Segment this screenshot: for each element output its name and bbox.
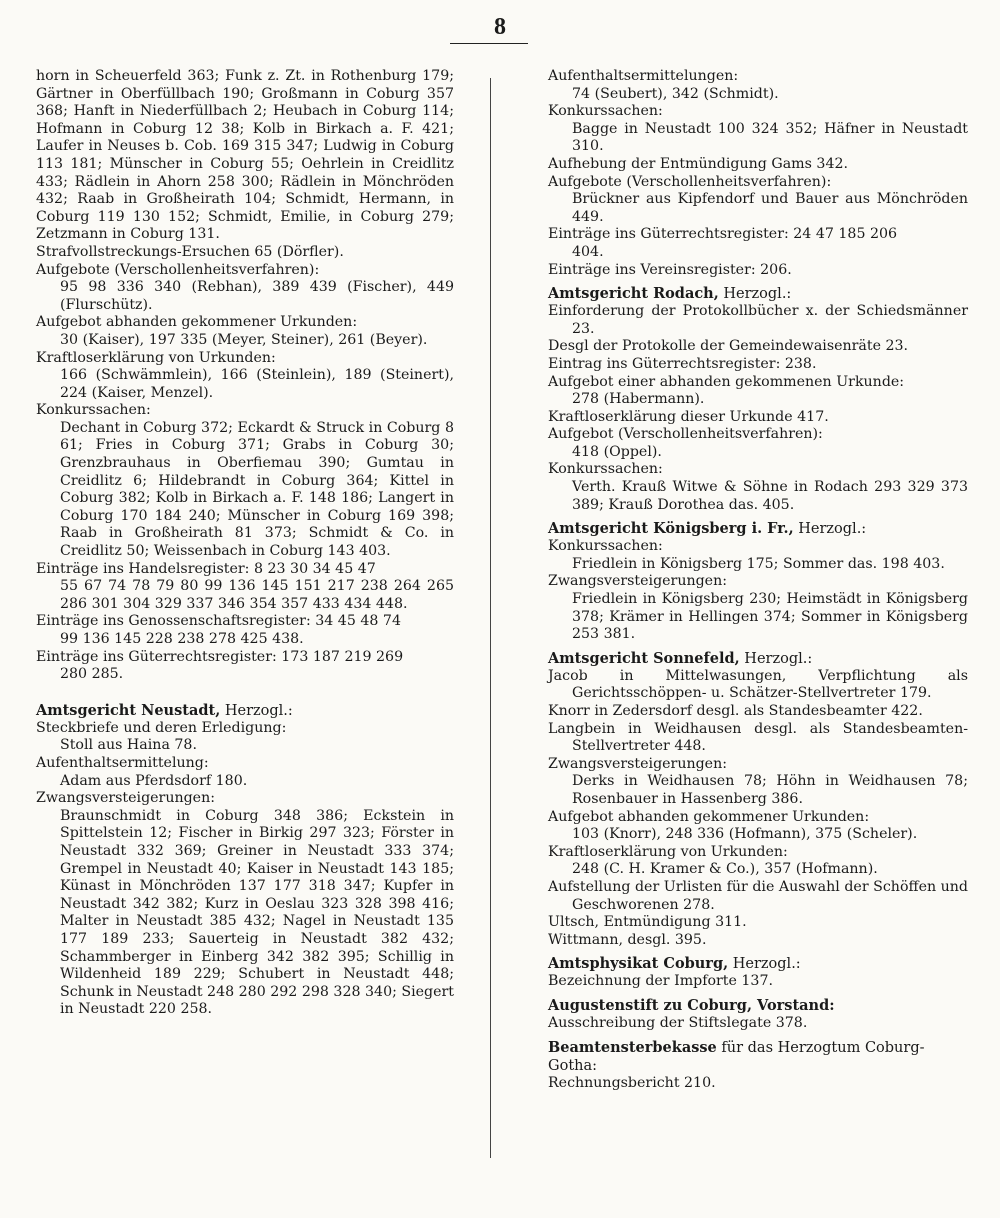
section-heading-aufenthaltsermittelungen: Aufenthaltsermittelungen:	[548, 68, 739, 84]
section-body-aufgebot-sonnefeld: 103 (Knorr), 248 336 (Hofmann), 375 (Scheler).	[572, 826, 918, 843]
entry-langbein: Langbein in Weidhausen desgl. als Standesbeamten-Stellvertreter 448.	[548, 720, 968, 755]
court-name: Amtsgericht Sonnefeld,	[548, 649, 740, 667]
section-body-zwangsversteigerungen: Braunschmidt in Coburg 348 386; Eckstein in Spittelstein 12; Fischer in Birkig 297 323; Förster in Neustadt 332 369; Greiner in Neustadt 333 374; Grempel in Neustadt 40; Kaiser in Neustadt 143 185; Künast in Mönchröden 137 177 318 347; Kupfer in Neustadt 342 382; Kurz in Oeslau 323 328 398 416; Malter in Neustadt 385 432; Nagel in Neustadt 135 177 189 233; Sauerteig in Neustadt 382 432; Schammberger in Einberg 342 382 395; Schillig in Wildenheid 189 229; Schubert in Neustadt 448; Schunk in Neustadt 248 280 292 298 328 340; Siegert in Neustadt 220 258.	[60, 807, 454, 1018]
section-body-aufenthaltsermittelung: Adam aus Pferdsdorf 180.	[60, 772, 248, 789]
section-body-aufgebot-urkunden: 30 (Kaiser), 197 335 (Meyer, Steiner), 261 (Beyer).	[60, 331, 428, 348]
section-heading-genossenschaftsregister: Einträge ins Genossenschaftsregister: 34 45 48 74	[36, 613, 401, 630]
section-heading-konkurssachen: Konkurssachen:	[36, 402, 151, 419]
section-body-zwangsversteigerungen-sonnefeld: Derks in Weidhausen 78; Höhn in Weidhausen 78; Rosenbauer in Hassenberg 386.	[572, 773, 968, 807]
section-heading-aufgebot-urkunde: Aufgebot einer abhanden gekommenen Urkunde:	[548, 373, 905, 390]
section-heading-konkurssachen-koenigsberg: Konkurssachen:	[548, 538, 663, 555]
section-heading-aufgebot-urkunden: Aufgebot abhanden gekommener Urkunden:	[36, 314, 358, 331]
entry-ultsch: Ultsch, Entmündigung 311.	[548, 914, 747, 931]
section-body-kraftloserklaerung-sonnefeld: 248 (C. H. Kramer & Co.), 357 (Hofmann).	[572, 861, 878, 878]
page-number: 8	[494, 14, 506, 40]
court-name: Amtsgericht Königsberg i. Fr.,	[548, 520, 794, 538]
section-body-konkurssachen-koenigsberg: Friedlein in Königsberg 175; Sommer das. 198 403.	[572, 555, 945, 572]
court-heading-augustenstift: Augustenstift zu Coburg, Vorstand:	[548, 996, 835, 1014]
section-body-konkurssachen-rodach: Verth. Krauß Witwe & Söhne in Rodach 293 329 373 389; Krauß Dorothea das. 405.	[572, 479, 968, 513]
section-body-aufgebot-urkunde: 278 (Habermann).	[572, 391, 705, 408]
section-heading-kraftloserklaerung-sonnefeld: Kraftloserklärung von Urkunden:	[548, 843, 788, 860]
entry-impforte: Bezeichnung der Impforte 137.	[548, 973, 773, 990]
section-body-gueterrechtsregister: 280 285.	[60, 666, 124, 683]
entry-protokolle: Desgl der Protokolle der Gemeindewaisenräte 23.	[548, 338, 909, 355]
section-body-konkurssachen: Dechant in Coburg 372; Eckardt & Struck in Coburg 8 61; Fries in Coburg 371; Grabs in Coburg 30; Grenzbrauhaus in Oberfiemau 390; Gumtau in Creidlitz 6; Hildebrandt in Coburg 364; Kittel in Coburg 382; Kolb in Birkach a. F. 148 186; Langert in Coburg 170 184 240; Münscher in Coburg 169 398; Raab in Großheirath 81 373; Schmidt & Co. in Creidlitz 50; Weissenbach in Coburg 143 403.	[60, 419, 454, 560]
court-heading-sonnefeld	[548, 650, 968, 668]
section-strafvollstreckung: Strafvollstreckungs-Ersuchen 65 (Dörfler).	[36, 243, 344, 260]
court-heading-koenigsberg	[548, 520, 968, 538]
section-heading-konkurssachen: Konkurssachen:	[548, 103, 663, 120]
entry-gueterrechtsregister: Eintrag ins Güterrechtsregister: 238.	[548, 355, 817, 372]
entry-wittmann: Wittmann, desgl. 395.	[548, 931, 707, 948]
section-body-gueterrechtsregister: 404.	[572, 243, 604, 260]
continued-entry: horn in Scheuerfeld 363; Funk z. Zt. in Rothenburg 179; Gärtner in Oberfüllbach 190; Großmann in Coburg 357 368; Hanft in Niederfüllbach 2; Heubach in Coburg 114; Hofmann in Coburg 12 38; Kolb in Birkach a. F. 421; Laufer in Neuses b. Cob. 169 315 347; Ludwig in Coburg 113 181; Münscher in Coburg 55; Oehrlein in Creidlitz 433; Rädlein in Ahorn 258 300; Rädlein in Mönchröden 432; Raab in Großheirath 104; Schmidt, Hermann, in Coburg 119 130 152; Schmidt, Emilie, in Coburg 279; Zetzmann in Coburg 131.	[36, 68, 454, 243]
section-heading-aufgebot-verschollenheit: Aufgebot (Verschollenheitsverfahren):	[548, 426, 823, 443]
section-heading-zwangsversteigerungen-sonnefeld: Zwangsversteigerungen:	[548, 755, 727, 772]
entry-kraftloserklaerung: Kraftloserklärung dieser Urkunde 417.	[548, 408, 829, 425]
header-rule	[450, 43, 528, 44]
section-body-aufenthaltsermittelungen: 74 (Seubert), 342 (Schmidt).	[572, 85, 779, 102]
column-divider	[490, 78, 491, 1158]
entry-rechnungsbericht: Rechnungsbericht 210.	[548, 1074, 716, 1091]
section-body-kraftloserklaerung: 166 (Schwämmlein), 166 (Steinlein), 189 (Steinert), 224 (Kaiser, Menzel).	[60, 367, 454, 401]
section-heading-kraftloserklaerung: Kraftloserklärung von Urkunden:	[36, 349, 276, 366]
court-heading-rodach	[548, 285, 968, 303]
court-heading-beamtensterbekasse	[548, 1039, 968, 1075]
section-body-konkurssachen: Bagge in Neustadt 100 324 352; Häfner in Neustadt 310.	[572, 120, 968, 155]
entry-stiftslegate: Ausschreibung der Stiftslegate 378.	[548, 1014, 808, 1031]
entry-jacob: Jacob in Mittelwasungen, Verpflichtung als Gerichtsschöppen- u. Schätzer-Stellvertreter 179.	[548, 667, 968, 702]
court-suffix: Herzogl.:	[220, 702, 293, 719]
section-aufhebung-entmuendigung: Aufhebung der Entmündigung Gams 342.	[548, 155, 849, 172]
court-suffix: Herzogl.:	[793, 521, 867, 538]
section-heading-zwangsversteigerungen-koenigsberg: Zwangsversteigerungen:	[548, 573, 727, 590]
section-body-handelsregister: 55 67 74 78 79 80 99 136 145 151 217 238 264 265 286 301 304 329 337 346 354 357 433 434 448.	[60, 578, 454, 612]
section-heading-zwangsversteigerungen: Zwangsversteigerungen:	[36, 790, 215, 807]
court-name: Amtsphysikat Coburg,	[548, 955, 729, 973]
left-column	[36, 68, 454, 1019]
court-name: Amtsgericht Rodach,	[548, 285, 719, 303]
court-suffix: Herzogl.:	[718, 286, 792, 303]
section-body-aufgebote: Brückner aus Kipfendorf und Bauer aus Mönchröden 449.	[572, 191, 968, 225]
section-heading-aufgebote: Aufgebote (Verschollenheitsverfahren):	[548, 173, 832, 190]
section-heading-aufgebote: Aufgebote (Verschollenheitsverfahren):	[36, 261, 320, 278]
section-heading-handelsregister: Einträge ins Handelsregister: 8 23 30 34 45 47	[36, 560, 376, 577]
section-heading-aufgebot-sonnefeld: Aufgebot abhanden gekommener Urkunden:	[548, 808, 870, 825]
section-body-aufgebote: 95 98 336 340 (Rebhan), 389 439 (Fischer), 449 (Flurschütz).	[60, 279, 454, 313]
entry-protokollbuecher: Einforderung der Protokollbücher x. der Schiedsmänner 23.	[548, 303, 968, 337]
section-vereinsregister: Einträge ins Vereinsregister: 206.	[548, 261, 792, 278]
section-heading-aufenthaltsermittelung: Aufenthaltsermittelung:	[36, 754, 209, 771]
section-body-zwangsversteigerungen-koenigsberg: Friedlein in Königsberg 230; Heimstädt in Königsberg 378; Krämer in Hellingen 374; Sommer in Königsberg 253 381.	[572, 591, 968, 643]
court-heading-physikat	[548, 955, 968, 973]
section-heading-konkurssachen-rodach: Konkurssachen:	[548, 461, 663, 478]
court-suffix: für das Herzogtum Coburg-Gotha:	[548, 1039, 925, 1074]
section-heading-gueterrechtsregister: Einträge ins Güterrechtsregister: 173 187 219 269	[36, 648, 404, 665]
section-heading-steckbriefe: Steckbriefe und deren Erledigung:	[36, 719, 287, 736]
right-column	[548, 68, 968, 1092]
section-body-aufgebot-verschollenheit: 418 (Oppel).	[572, 443, 662, 460]
section-body-genossenschaftsregister: 99 136 145 228 238 278 425 438.	[60, 631, 304, 647]
section-heading-gueterrechtsregister: Einträge ins Güterrechtsregister: 24 47 185 206	[548, 226, 898, 243]
court-name: Amtsgericht Neustadt,	[36, 701, 221, 719]
court-suffix: Herzogl.:	[728, 956, 801, 973]
section-body-steckbriefe: Stoll aus Haina 78.	[60, 737, 197, 754]
entry-urlisten: Aufstellung der Urlisten für die Auswahl der Schöffen und Geschworenen 278.	[548, 878, 968, 913]
court-name: Beamtensterbekasse	[548, 1038, 717, 1056]
entry-knorr: Knorr in Zedersdorf desgl. als Standesbeamter 422.	[548, 703, 923, 719]
court-suffix: Herzogl.:	[739, 650, 813, 667]
court-heading-neustadt	[36, 702, 454, 720]
